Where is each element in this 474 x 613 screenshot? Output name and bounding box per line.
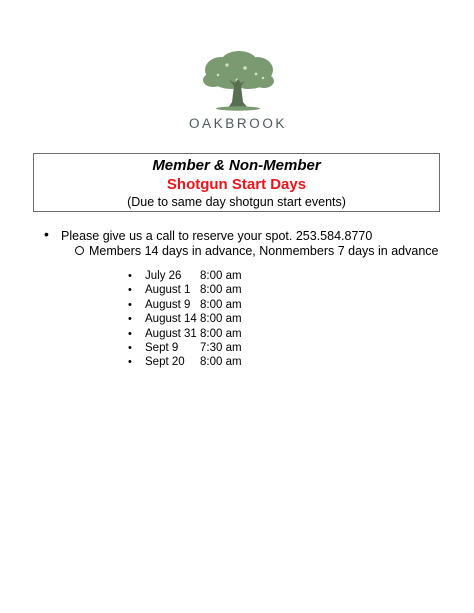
time-label: 7:30 am — [200, 341, 242, 354]
time-label: 8:00 am — [200, 327, 242, 340]
title-line-3: (Due to same day shotgun start events) — [127, 195, 346, 209]
bullet-circle-icon — [75, 246, 84, 255]
date-label: August 14 — [145, 313, 197, 326]
date-label: August 9 — [145, 298, 191, 311]
date-label: July 26 — [145, 270, 182, 282]
bullet-dot-icon: • — [128, 298, 132, 311]
date-label: Sept 20 — [145, 356, 185, 369]
time-label: 8:00 am — [200, 298, 242, 311]
title-line-1: Member & Non-Member — [152, 157, 321, 174]
title-line-2: Shotgun Start Days — [166, 176, 307, 193]
bullet-dot-icon: • — [128, 313, 132, 326]
date-label: August 1 — [145, 284, 191, 297]
time-label: 8:00 am — [200, 313, 242, 326]
bullet-dot-icon: • — [128, 270, 132, 282]
advance-booking-text: Members 14 days in advance, Nonmembers 7 days in advance — [89, 244, 439, 258]
oakbrook-logo — [186, 50, 290, 140]
date-label: August 31 — [145, 327, 197, 340]
bullet-dot-icon: • — [128, 284, 132, 297]
bullet-dot-icon: • — [128, 327, 132, 340]
time-label: 8:00 am — [200, 356, 242, 369]
time-label: 8:00 am — [200, 270, 242, 282]
bullet-dot-icon: • — [44, 226, 49, 242]
bullet-dot-icon: • — [128, 341, 132, 354]
reservation-call-text: Please give us a call to reserve your spot. 253.584.8770 — [61, 229, 373, 243]
title-box — [33, 153, 440, 212]
oak-tree-icon — [201, 50, 275, 114]
date-label: Sept 9 — [145, 341, 179, 354]
time-label: 8:00 am — [200, 284, 242, 297]
logo-wordmark: OAKBROOK — [188, 116, 288, 131]
bullet-dot-icon: • — [128, 356, 132, 369]
